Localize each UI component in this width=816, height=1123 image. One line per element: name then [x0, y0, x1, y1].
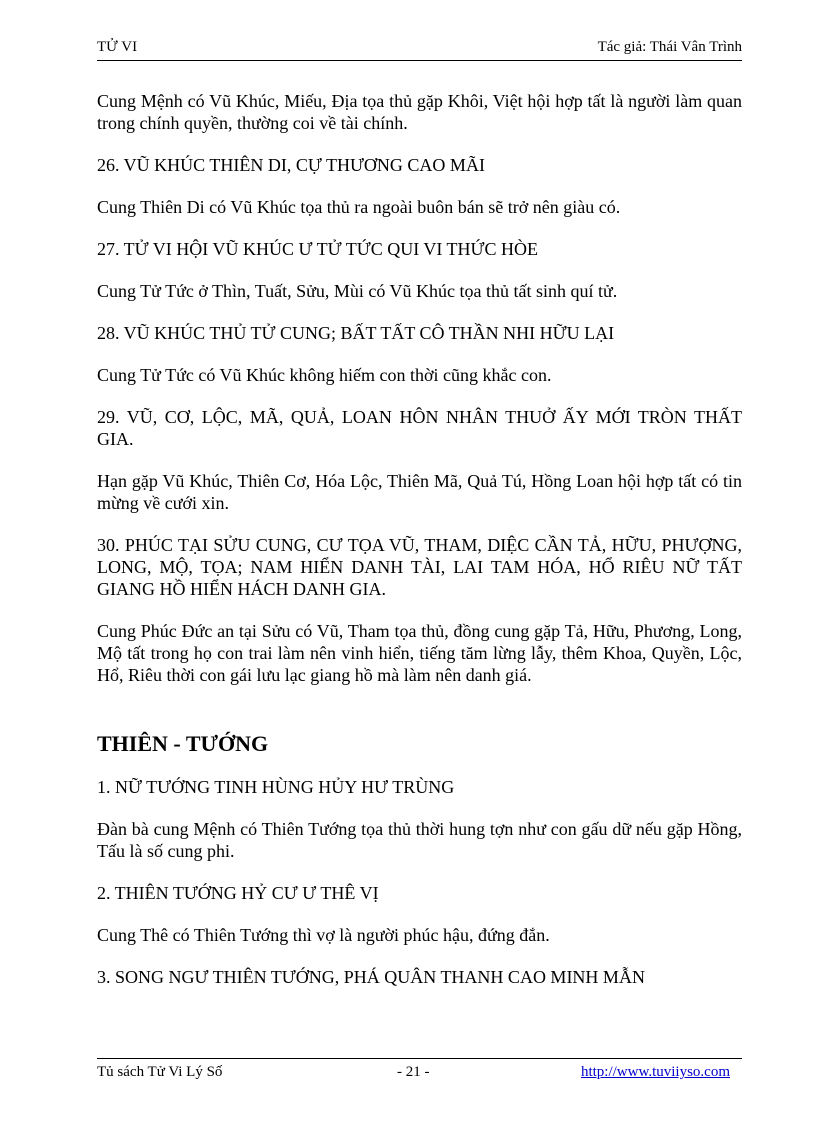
paragraph: Hạn gặp Vũ Khúc, Thiên Cơ, Hóa Lộc, Thiên Mã, Quả Tú, Hồng Loan hội hợp tất có tin mừng về cưới xin.: [97, 471, 742, 513]
section-title: THIÊN - TƯỚNG: [97, 731, 269, 756]
item-heading: 26. VŨ KHÚC THIÊN DI, CỰ THƯƠNG CAO MÃI: [97, 155, 485, 175]
website-link[interactable]: http://www.tuviiyso.com: [580, 1064, 730, 1080]
document-page: [97, 0, 742, 1123]
page-header: [97, 36, 742, 61]
page-footer: [97, 1058, 742, 1083]
paragraph: Cung Tử Tức có Vũ Khúc không hiếm con thời cũng khắc con.: [97, 365, 552, 385]
item-heading: 29. VŨ, CƠ, LỘC, MÃ, QUẢ, LOAN HÔN NHÂN THUỞ ẤY MỚI TRÒN THẤT GIA.: [97, 407, 742, 449]
item-heading: 30. PHÚC TẠI SỬU CUNG, CƯ TỌA VŨ, THAM, DIỆC CẦN TẢ, HỮU, PHƯỢNG, LONG, MỘ, TỌA; NAM HIỂN DANH TÀI, LAI TAM HÓA, HỔ RIÊU NỮ TẤT GIANG HỒ HIỂN HÁCH DANH GIA.: [97, 535, 742, 599]
footer-series-title: Tủ sách Tử Vi Lý Số: [97, 1064, 223, 1080]
paragraph: Cung Thê có Thiên Tướng thì vợ là người phúc hậu, đứng đắn.: [97, 925, 550, 945]
item-heading: 1. NỮ TƯỚNG TINH HÙNG HỦY HƯ TRÙNG: [97, 777, 455, 797]
header-title: TỬ VI: [97, 39, 138, 55]
item-heading: 27. TỬ VI HỘI VŨ KHÚC Ư TỬ TỨC QUI VI THỨC HÒE: [97, 239, 539, 259]
item-heading: 28. VŨ KHÚC THỦ TỬ CUNG; BẤT TẤT CÔ THẦN NHI HỮU LẠI: [97, 323, 615, 343]
page-content: [97, 90, 742, 1008]
paragraph: Cung Phúc Đức an tại Sửu có Vũ, Tham tọa thủ, đồng cung gặp Tả, Hữu, Phương, Long, Mộ tất trong họ con trai làm nên vinh hiển, tiếng tăm lừng lẫy, thêm Khoa, Quyền, Lộc, Hổ, Riêu thời con gái lưu lạc giang hồ mà làm nên danh giá.: [97, 621, 742, 685]
paragraph: Cung Thiên Di có Vũ Khúc tọa thủ ra ngoài buôn bán sẽ trở nên giàu có.: [97, 197, 621, 217]
paragraph: Cung Mệnh có Vũ Khúc, Miếu, Địa tọa thủ gặp Khôi, Việt hội hợp tất là người làm quan trong chính quyền, thường coi về tài chính.: [97, 91, 742, 133]
item-heading: 2. THIÊN TƯỚNG HỶ CƯ Ư THÊ VỊ: [97, 883, 379, 903]
paragraph: Đàn bà cung Mệnh có Thiên Tướng tọa thủ thời hung tợn như con gấu dữ nếu gặp Hồng, Tấu là số cung phi.: [97, 819, 742, 861]
header-author: Tác giả: Thái Vân Trình: [597, 39, 742, 55]
page-number: - 21 -: [397, 1064, 430, 1080]
item-heading: 3. SONG NGƯ THIÊN TƯỚNG, PHÁ QUÂN THANH CAO MINH MẪN: [97, 967, 645, 987]
paragraph: Cung Tử Tức ở Thìn, Tuất, Sửu, Mùi có Vũ Khúc tọa thủ tất sinh quí tử.: [97, 281, 618, 301]
